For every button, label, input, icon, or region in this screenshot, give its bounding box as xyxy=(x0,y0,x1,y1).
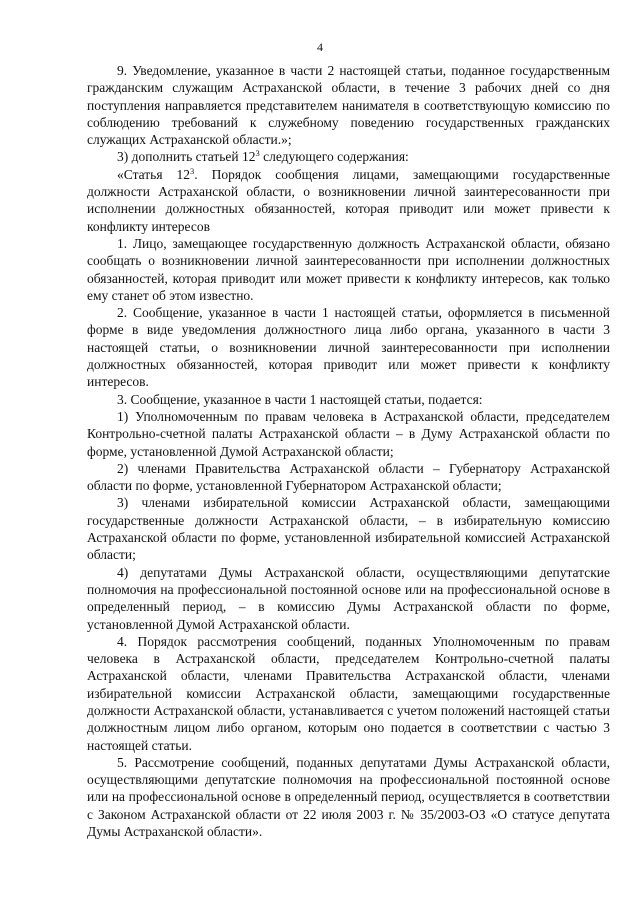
article-heading: «Статья $12^3$. Порядок сообщения лицами, замещающими государственные должности Астраханской области, о возникновении личной заинтересованности при исполнении должностных обязанностей, которая приводит или может привести к конфликту интересов xyxy=(87,165,610,234)
paragraph-part-3: 3. Сообщение, указанное в части 1 настоящей статьи, подается: xyxy=(117,391,483,407)
superscript: 3 xyxy=(255,148,260,159)
paragraph-part-2: 2. Сообщение, указанное в части 1 настоящей статьи, оформляется в письменной форме в виде уведомления должностного лица либо органа, указанного в части 3 настоящей статьи, о возникновении личной заинтересованности при исполнении должностных обязанностей, которая приводит или может привести к конфликту интересов. xyxy=(87,305,610,390)
paragraph-part-5: 5. Рассмотрение сообщений, поданных депутатами Думы Астраханской области, осуществляющими депутатские полномочия на профессиональной постоянной основе или на профессиональной основе в определенный период, осуществляется в соответствии с Законом Астраханской области от 22 июля 2003 г. № 35/2003-ОЗ «О статусе депутата Думы Астраханской области». xyxy=(87,754,610,840)
page-number: 4 xyxy=(317,40,323,54)
list-item-4: 4) депутатами Думы Астраханской области, осуществляющими депутатские полномочия на профессиональной постоянной основе или на профессиональной основе в определенный период, – в комиссию Думы Астраханской области по форме, установленной Думой Астраханской области. xyxy=(87,564,610,632)
paragraph-part-1: 1. Лицо, замещающее государственную должность Астраханской области, обязано сообщать о возникновении личной заинтересованности при исполнении должностных обязанностей, которая приводит или может привести к конфликту интересов, как только ему станет об этом известно. xyxy=(87,235,610,303)
superscript: 3 xyxy=(190,165,195,176)
document-body xyxy=(87,62,610,840)
list-item-2: 2) членами Правительства Астраханской области – Губернатору Астраханской области по форме, установленной Губернатором Астраханской области; xyxy=(87,460,610,494)
paragraph-notice-9: 9. Уведомление, указанное в части 2 настоящей статьи, поданное государственным гражданским служащим Астраханской области, в течение 3 рабочих дней со дня поступления направляется представителем нанимателя в соответствующую комиссию по соблюдению требований к служебному поведению государственных гражданских служащих Астраханской области.»; xyxy=(87,63,610,148)
list-item-3: 3) членами избирательной комиссии Астраханской области, замещающими государственные должности Астраханской области, – в избирательную комиссию Астраханской области по форме, установленной избирательной комиссией Астраханской области; xyxy=(87,495,610,563)
paragraph-part-4: 4. Порядок рассмотрения сообщений, поданных Уполномоченным по правам человека в Астраханской области, председателем Контрольно-счетной палаты Астраханской области, членами Правительства Астраханской области, членами избирательной комиссии Астраханской области, замещающими государственные должности Астраханской области, устанавливается с учетом положений настоящей статьи должностным лицом либо органом, которым оно подается в соответствии с частью 3 настоящей статьи. xyxy=(87,633,610,753)
amendment-line: 3) дополнить статьей $12^3$ следующего содержания: xyxy=(117,148,409,165)
list-item-1: 1) Уполномоченным по правам человека в Астраханской области, председателем Контрольно-счетной палаты Астраханской области – в Думу Астраханской области по форме, установленной Думой Астраханской области; xyxy=(87,408,610,459)
